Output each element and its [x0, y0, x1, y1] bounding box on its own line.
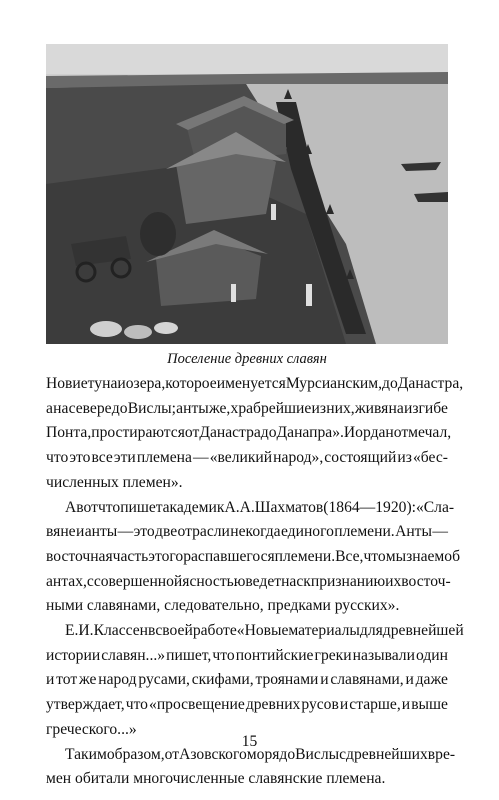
text-line: истории славян...» пишет, что понтийские греки называли один	[46, 646, 448, 664]
text-line: Новиетуна и озера, которое именуется Мурсианским, до Данастра,	[46, 375, 464, 392]
text-line: греческого...»	[46, 720, 137, 738]
text-line: Понта, простираются от Данастра до Данапра». Иордан отмечал,	[46, 424, 452, 442]
text-line: что это все эти племена — «великий народ», состоящий из «бес-	[46, 449, 448, 467]
figure-caption: Поселение древних славян	[167, 351, 327, 367]
settlement-illustration	[46, 44, 448, 344]
text-line: и тот же народ русами, скифами, троянами и славянами, и даже	[46, 671, 448, 689]
text-line: утверждает, что «просвещение древних русов и старше, и выше	[46, 696, 448, 714]
text-line: А вот что пишет академик А.А. Шахматов (1864—1920): «Сла-	[65, 498, 455, 516]
text-line: Таким образом, от Азовского моря до Вислы с древнейших вре-	[65, 745, 456, 763]
text-line: вяне и анты — это две отрасли некогда единого племени. Анты —	[46, 523, 448, 541]
text-line: мен обитали многочисленные славянские племена.	[46, 770, 386, 788]
body-text	[46, 372, 464, 792]
text-line: а на севере до Вислы; анты же, храбрейшие из них, живя на изгибе	[46, 399, 448, 417]
text-line: численных племен».	[46, 473, 183, 491]
text-line: ными славянами, следовательно, предками русских».	[46, 597, 400, 615]
text-line: антах, с совершенной ясностью ведет нас к признанию их восточ-	[46, 572, 451, 590]
illustration-drawing	[46, 44, 448, 344]
text-line: восточная часть этого распавшегося племени. Все, что мы знаем об	[46, 547, 461, 565]
text-line: Е.И. Классен в своей работе «Новые материалы для древнейшей	[65, 622, 464, 640]
page-number: 15	[241, 733, 258, 750]
